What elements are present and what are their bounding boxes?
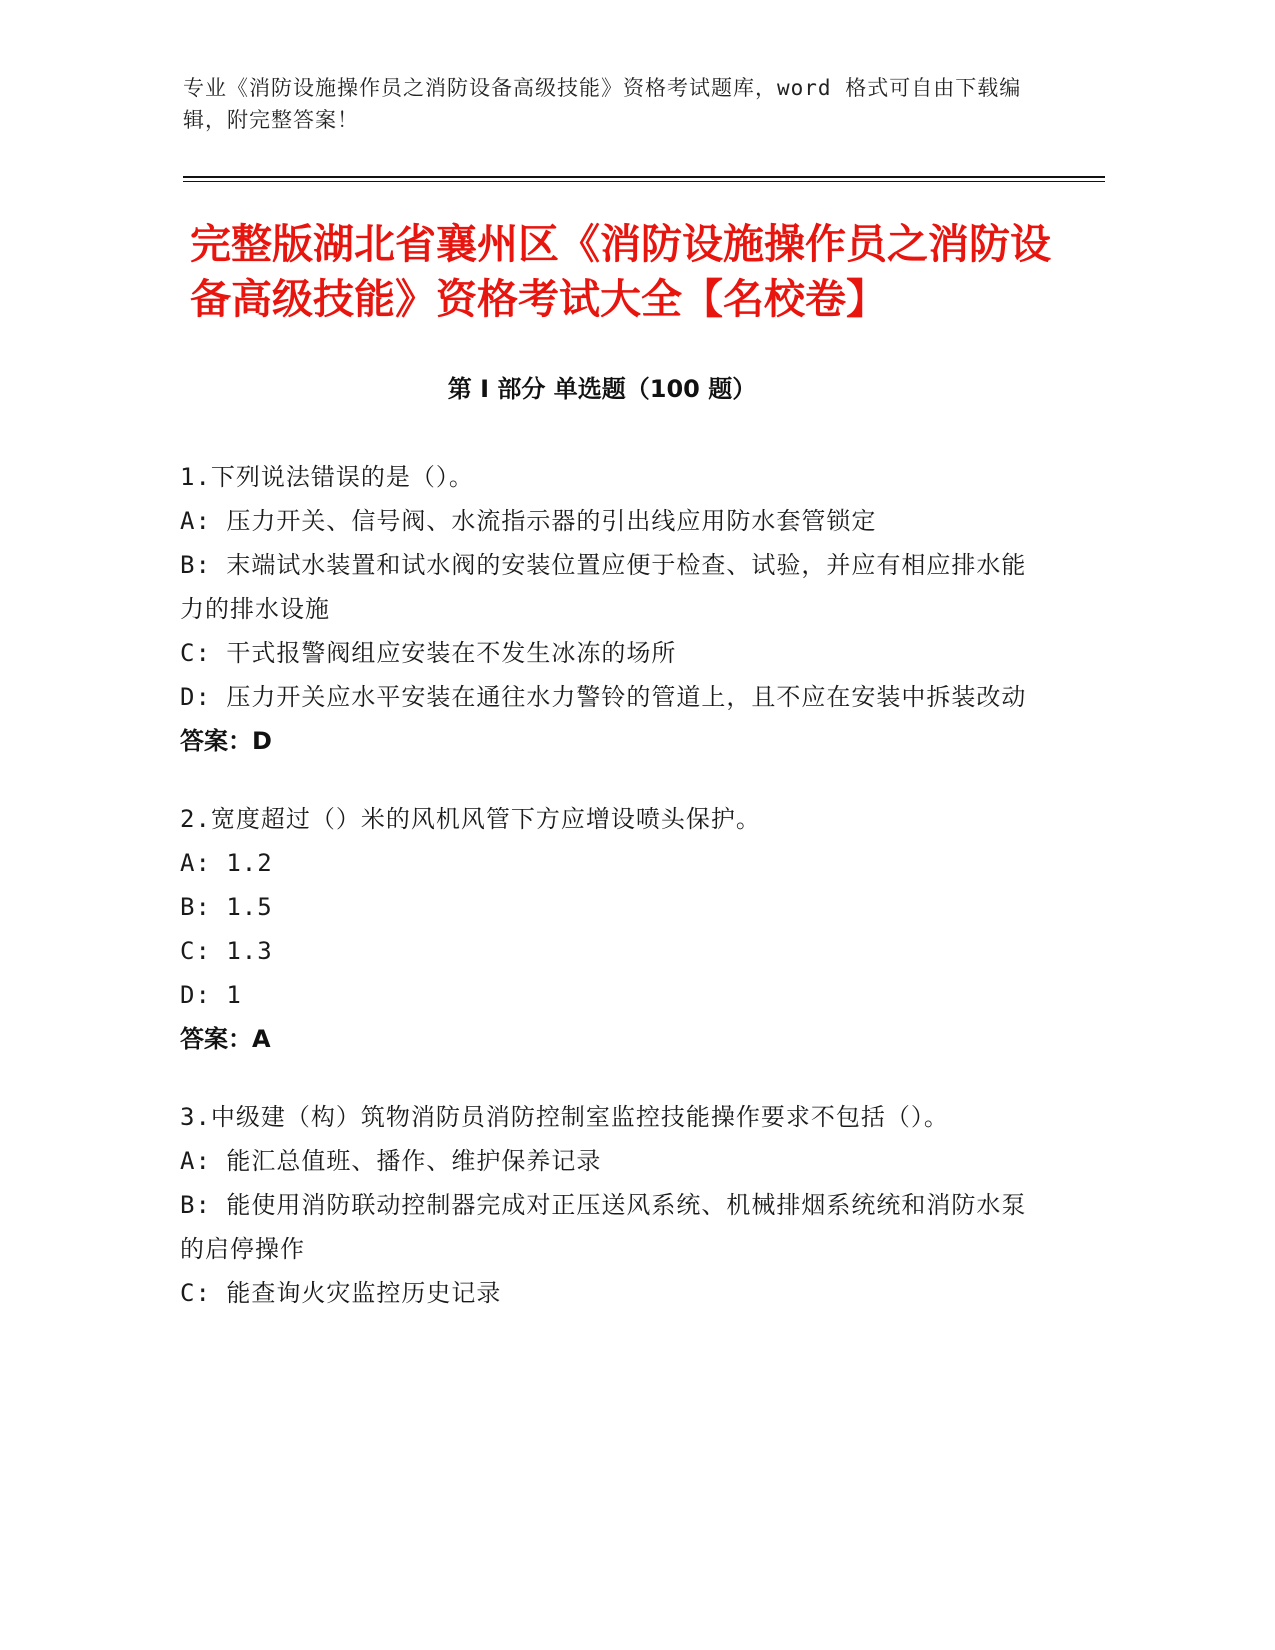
question-stem: 1.下列说法错误的是（）。 [180, 463, 474, 491]
option-b: B: 1.5 [180, 893, 273, 921]
question-list [180, 455, 1040, 1349]
answer: 答案：D [180, 727, 272, 755]
option-b: B: 末端试水装置和试水阀的安装位置应便于检查、试验，并应有相应排水能力的排水设施 [180, 551, 1027, 623]
option-d: D: 1 [180, 981, 242, 1009]
question-1 [180, 455, 1040, 763]
option-b: B: 能使用消防联动控制器完成对正压送风系统、机械排烟系统统和消防水泵的启停操作 [180, 1191, 1027, 1263]
question-2 [180, 797, 1040, 1061]
option-a: A: 能汇总值班、播作、维护保养记录 [180, 1147, 602, 1175]
option-a: A: 1.2 [180, 849, 273, 877]
question-3 [180, 1095, 1040, 1315]
option-c: C: 1.3 [180, 937, 273, 965]
header-divider-thin [183, 181, 1105, 182]
option-c: C: 干式报警阀组应安装在不发生冰冻的场所 [180, 639, 677, 667]
question-stem: 3.中级建（构）筑物消防员消防控制室监控技能操作要求不包括（）。 [180, 1103, 949, 1131]
section-heading: 第 I 部分 单选题（100 题） [447, 375, 757, 403]
question-stem: 2.宽度超过（）米的风机风管下方应增设喷头保护。 [180, 805, 761, 833]
answer: 答案：A [180, 1025, 271, 1053]
document-title: 完整版湖北省襄州区《消防设施操作员之消防设备高级技能》资格考试大全【名校卷】 [190, 220, 1051, 323]
option-a: A: 压力开关、信号阀、水流指示器的引出线应用防水套管锁定 [180, 507, 877, 535]
option-d: D: 压力开关应水平安装在通往水力警铃的管道上，且不应在安装中拆装改动 [180, 683, 1027, 711]
option-c: C: 能查询火灾监控历史记录 [180, 1279, 502, 1307]
header-divider-thick [183, 176, 1105, 178]
header-note: 专业《消防设施操作员之消防设备高级技能》资格考试题库，word 格式可自由下载编辑，附完整答案！ [183, 76, 1022, 132]
